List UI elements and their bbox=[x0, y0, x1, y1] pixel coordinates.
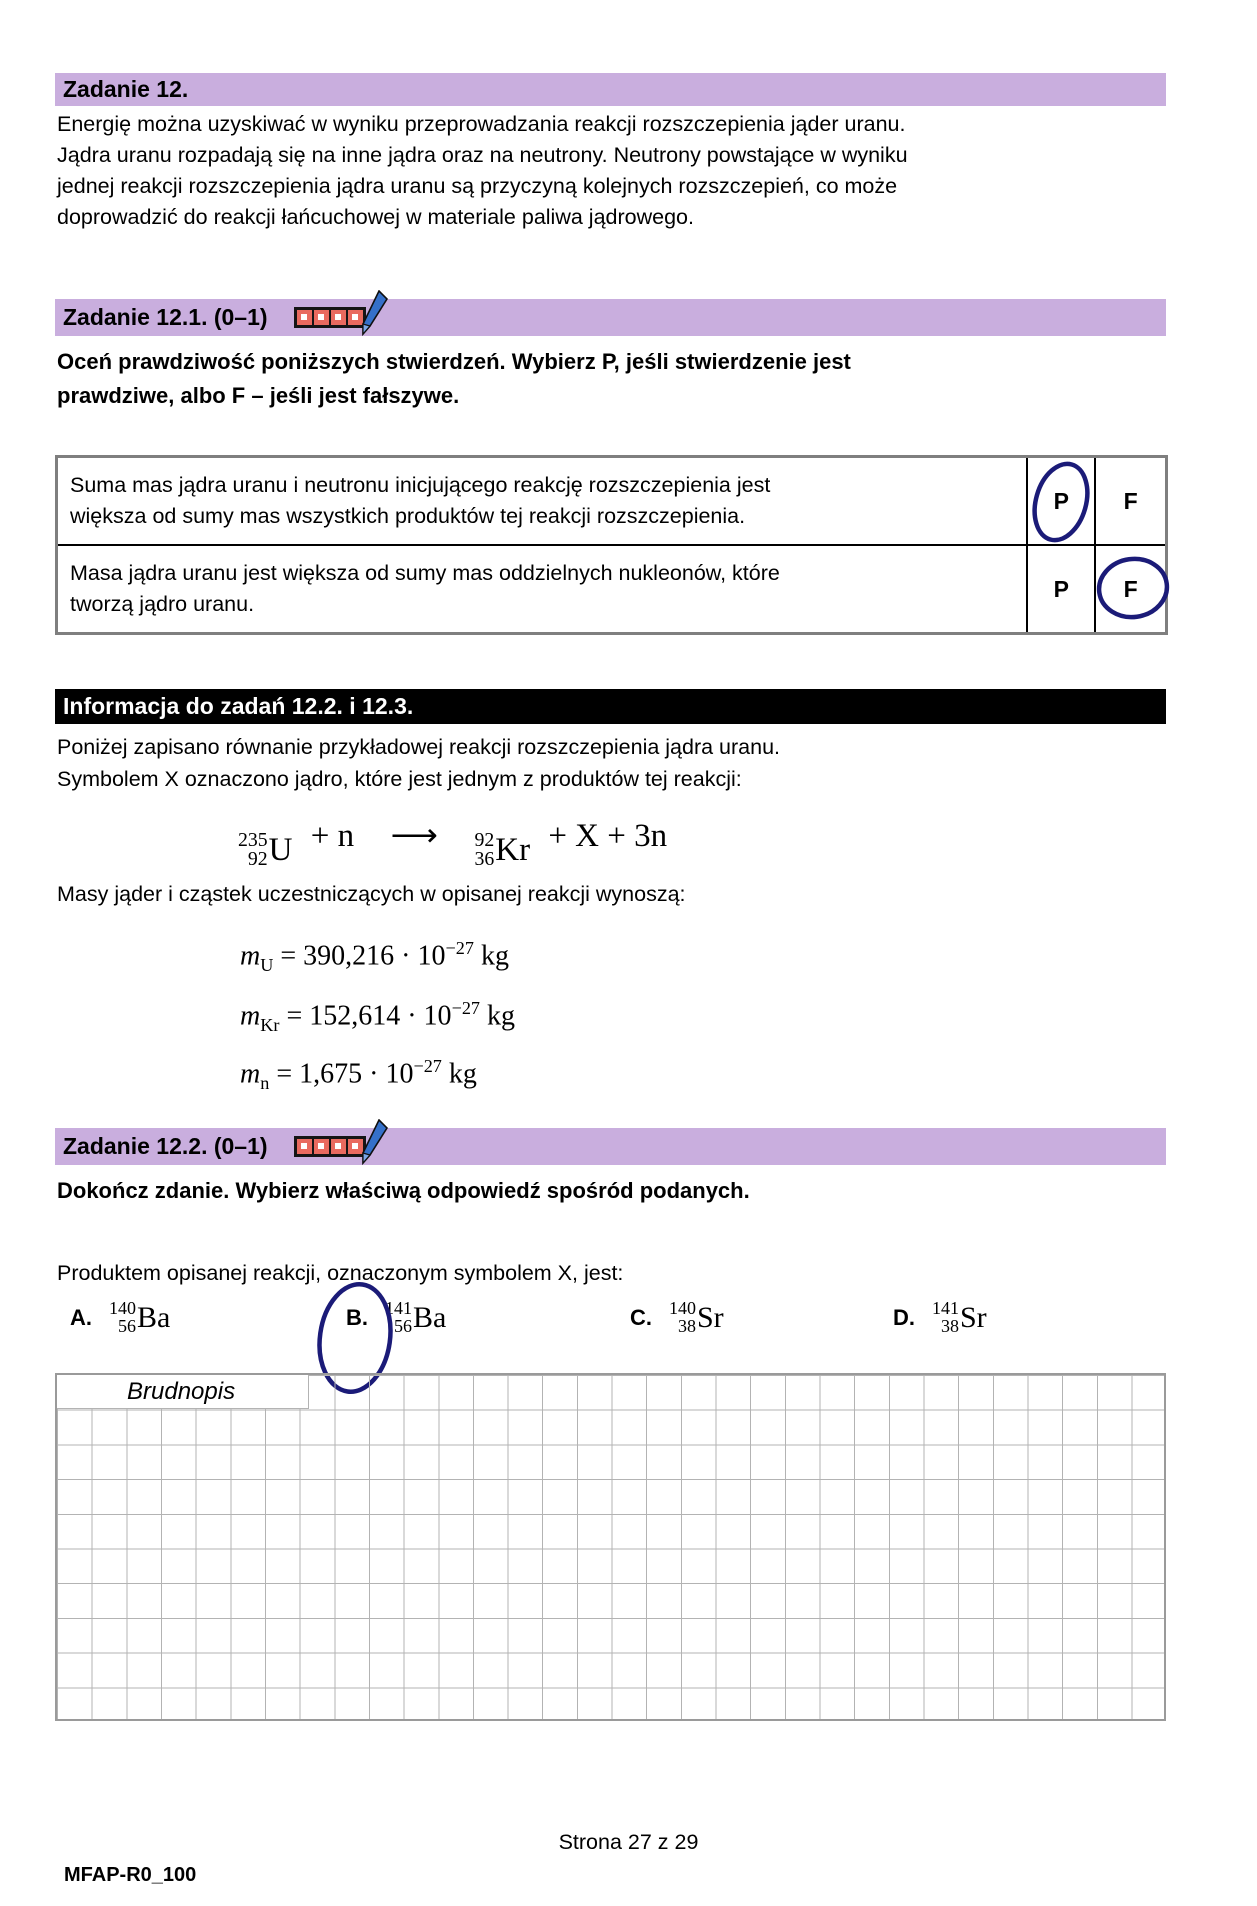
atomic-number: 38 bbox=[941, 1315, 959, 1336]
exam-code bbox=[64, 1864, 196, 1887]
nuclide-krypton bbox=[474, 831, 530, 870]
info-paragraph bbox=[57, 731, 780, 795]
mass-number: 92 bbox=[474, 829, 495, 851]
reaction-arrow: ⟶ bbox=[390, 818, 438, 854]
masses-intro-line: Masy jąder i cząstek uczestniczących w opisanej reakcji wynoszą: bbox=[57, 882, 686, 906]
task12-1-header-label: Zadanie 12.1. (0–1) bbox=[63, 304, 268, 330]
mass-subscript: n bbox=[260, 1072, 270, 1093]
task12-1-header-bar bbox=[55, 299, 1166, 336]
card-square bbox=[297, 1139, 312, 1154]
task12-2-question bbox=[57, 1258, 623, 1289]
true-false-table bbox=[55, 455, 1168, 635]
element-symbol: U bbox=[268, 831, 293, 868]
intro-line: Jądra uranu rozpadają się na inne jądra oraz na neutrony. Neutrony powstające w wyniku bbox=[57, 143, 908, 167]
mass-number: 140 bbox=[109, 1298, 136, 1318]
scratchpad-label: Brudnopis bbox=[127, 1377, 236, 1405]
answer-card-squares bbox=[294, 1136, 366, 1157]
option-nuclide bbox=[385, 1300, 446, 1335]
table-row bbox=[58, 544, 1165, 632]
nuclide-uranium bbox=[238, 831, 293, 870]
statement-cell bbox=[58, 458, 1026, 544]
pen-icon bbox=[360, 1119, 388, 1165]
task12-intro-paragraph bbox=[57, 109, 908, 233]
answer-card-icon bbox=[294, 1136, 366, 1157]
option-nuclide bbox=[109, 1300, 170, 1335]
statement-line: Masa jądra uranu jest większa od sumy mas oddzielnych nukleonów, które bbox=[70, 561, 780, 585]
statement-line: większa od sumy mas wszystkich produktów tej reakcji rozszczepienia. bbox=[70, 504, 746, 528]
intro-line: Energię można uzyskiwać w wyniku przeprowadzania reakcji rozszczepienia jąder uranu. bbox=[57, 112, 906, 136]
mass-unit: kg bbox=[480, 940, 509, 972]
option-letter: C. bbox=[630, 1304, 652, 1330]
option-nuclide bbox=[932, 1300, 987, 1335]
element-symbol: Ba bbox=[137, 1300, 171, 1334]
equation-tail: + X + 3n bbox=[548, 818, 668, 854]
answer-card-squares bbox=[294, 307, 366, 328]
mass-unit: kg bbox=[448, 1058, 477, 1090]
f-cell-row2[interactable] bbox=[1094, 546, 1165, 632]
pen-icon bbox=[360, 290, 388, 336]
statement-line: Suma mas jądra uranu i neutronu inicjującego reakcję rozszczepienia jest bbox=[70, 473, 771, 497]
option-nuclide bbox=[669, 1300, 724, 1335]
atomic-number: 56 bbox=[118, 1315, 136, 1336]
card-square bbox=[297, 310, 312, 325]
mass-number: 141 bbox=[385, 1298, 412, 1318]
element-symbol: Sr bbox=[697, 1300, 724, 1334]
mass-exponent: −27 bbox=[451, 998, 481, 1018]
statement-line: tworzą jądro uranu. bbox=[70, 592, 255, 616]
element-symbol: Kr bbox=[495, 831, 531, 868]
task12-2-instruction bbox=[57, 1174, 750, 1208]
task12-2-header-bar bbox=[55, 1128, 1166, 1165]
element-symbol: Ba bbox=[413, 1300, 447, 1334]
mass-unit: kg bbox=[487, 1000, 516, 1032]
f-label: F bbox=[1123, 575, 1138, 602]
f-label: F bbox=[1123, 487, 1138, 514]
element-symbol: Sr bbox=[960, 1300, 987, 1334]
mass-value: = 152,614 · 10 bbox=[286, 1000, 452, 1032]
scratchpad-label-cell bbox=[57, 1375, 309, 1409]
atomic-number: 38 bbox=[678, 1315, 696, 1336]
option-a[interactable] bbox=[70, 1300, 170, 1335]
mass-number: 140 bbox=[669, 1298, 696, 1318]
option-b[interactable] bbox=[346, 1300, 446, 1335]
task12-header-label: Zadanie 12. bbox=[63, 76, 189, 102]
mass-exponent: −27 bbox=[413, 1056, 442, 1076]
mass-value: = 1,675 · 10 bbox=[276, 1058, 414, 1090]
atomic-number: 92 bbox=[247, 848, 268, 871]
option-c[interactable] bbox=[630, 1300, 724, 1335]
equation-plus-n: + n bbox=[310, 818, 355, 854]
card-square bbox=[331, 310, 346, 325]
mass-variable: m bbox=[240, 940, 261, 972]
p-label: P bbox=[1053, 487, 1069, 514]
option-letter: A. bbox=[70, 1304, 92, 1330]
exam-code-text: MFAP-R0_100 bbox=[64, 1864, 197, 1886]
task12-2-header-label: Zadanie 12.2. (0–1) bbox=[63, 1133, 268, 1159]
card-square bbox=[331, 1139, 346, 1154]
p-cell-row1[interactable] bbox=[1026, 458, 1094, 544]
card-square bbox=[314, 310, 329, 325]
mass-neutron bbox=[240, 1056, 477, 1094]
p-cell-row2[interactable] bbox=[1026, 546, 1094, 632]
atomic-number: 56 bbox=[394, 1315, 412, 1336]
task12-1-instruction bbox=[57, 345, 851, 413]
intro-line: doprowadzić do reakcji łańcuchowej w materiale paliwa jądrowego. bbox=[57, 205, 694, 229]
info-header-label: Informacja do zadań 12.2. i 12.3. bbox=[63, 693, 414, 719]
atomic-number: 36 bbox=[474, 848, 495, 871]
instruction-line: Oceń prawdziwość poniższych stwierdzeń. Wybierz P, jeśli stwierdzenie jest bbox=[57, 349, 851, 374]
mass-number: 235 bbox=[238, 829, 268, 851]
page-number bbox=[0, 1830, 1257, 1855]
question-line: Produktem opisanej reakcji, oznaczonym symbolem X, jest: bbox=[57, 1261, 624, 1285]
option-d[interactable] bbox=[893, 1300, 987, 1335]
mass-krypton bbox=[240, 998, 515, 1036]
mass-variable: m bbox=[240, 1058, 261, 1090]
scratchpad-grid[interactable] bbox=[55, 1373, 1166, 1721]
info-line: Symbolem X oznaczono jądro, które jest jednym z produktów tej reakcji: bbox=[57, 767, 742, 791]
mass-uranium bbox=[240, 938, 509, 976]
answer-card-icon bbox=[294, 307, 366, 328]
fission-equation bbox=[238, 815, 667, 870]
mass-value: = 390,216 · 10 bbox=[280, 940, 446, 972]
task12-header-bar bbox=[55, 73, 1166, 106]
mass-subscript: Kr bbox=[260, 1014, 280, 1035]
card-square bbox=[314, 1139, 329, 1154]
page-number-text: Strona 27 z 29 bbox=[558, 1830, 699, 1854]
option-letter: D. bbox=[893, 1304, 915, 1330]
info-header-bar bbox=[55, 689, 1166, 724]
table-row bbox=[58, 458, 1165, 544]
statement-cell bbox=[58, 546, 1026, 632]
info-line: Poniżej zapisano równanie przykładowej reakcji rozszczepienia jądra uranu. bbox=[57, 735, 781, 759]
option-letter: B. bbox=[346, 1304, 368, 1330]
mass-number: 141 bbox=[932, 1298, 959, 1318]
mass-exponent: −27 bbox=[445, 938, 474, 958]
instruction-line: Dokończ zdanie. Wybierz właściwą odpowiedź spośród podanych. bbox=[57, 1178, 750, 1203]
instruction-line: prawdziwe, albo F – jeśli jest fałszywe. bbox=[57, 383, 460, 408]
mass-subscript: U bbox=[260, 954, 274, 975]
p-label: P bbox=[1053, 575, 1069, 602]
f-cell-row1[interactable] bbox=[1094, 458, 1165, 544]
intro-line: jednej reakcji rozszczepienia jądra uranu są przyczyną kolejnych rozszczepień, co może bbox=[57, 174, 898, 198]
masses-intro bbox=[57, 879, 686, 910]
mass-variable: m bbox=[240, 1000, 261, 1032]
